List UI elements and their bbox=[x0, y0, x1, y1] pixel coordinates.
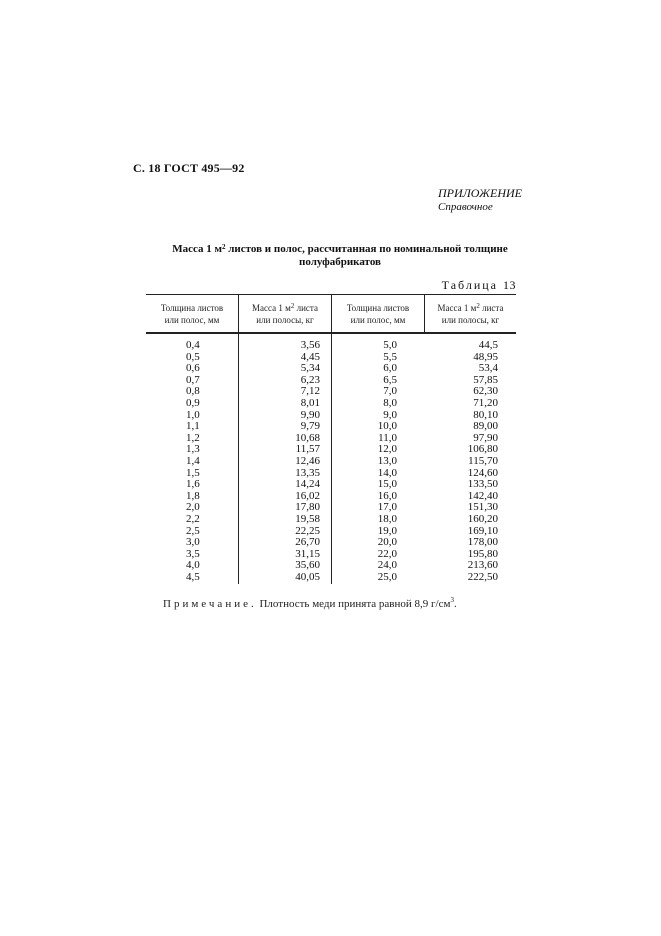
column-thickness-2 bbox=[369, 340, 397, 583]
note-end: . bbox=[453, 598, 457, 610]
thickness-cell: 0,4 bbox=[186, 339, 200, 351]
thickness-cell: 1,8 bbox=[186, 489, 200, 502]
thickness-cell: 7,0 bbox=[383, 385, 397, 398]
mass-cell: 89,00 bbox=[473, 420, 498, 433]
mass-cell: 44,5 bbox=[478, 339, 498, 351]
mass-cell: 8,01 bbox=[300, 396, 320, 409]
mass-cell: 169,10 bbox=[467, 524, 498, 537]
column-mass-1 bbox=[272, 340, 320, 583]
thickness-cell: 0,5 bbox=[186, 350, 200, 363]
thickness-cell: 1,0 bbox=[186, 408, 200, 421]
mass-cell: 9,79 bbox=[300, 420, 320, 433]
note-label: Примечание. bbox=[163, 598, 257, 610]
mass-cell: 17,80 bbox=[295, 501, 320, 514]
table-title-part-2: листов и полос, рассчитанная по номинальной толщине bbox=[225, 243, 508, 255]
thickness-cell: 19,0 bbox=[377, 524, 397, 537]
mass-cell: 133,50 bbox=[467, 478, 498, 491]
thickness-cell: 13,0 bbox=[377, 454, 397, 467]
thickness-cell: 0,6 bbox=[186, 362, 200, 375]
thickness-cell: 24,0 bbox=[377, 559, 397, 572]
mass-cell: 71,20 bbox=[473, 396, 498, 409]
thickness-cell: 15,0 bbox=[377, 478, 397, 491]
thickness-cell: 20,0 bbox=[377, 536, 397, 549]
header-thickness-2: Толщина листов или полос, мм bbox=[346, 303, 410, 325]
thickness-cell: 1,4 bbox=[186, 454, 200, 467]
thickness-cell: 1,5 bbox=[186, 466, 200, 479]
thickness-cell: 18,0 bbox=[377, 512, 397, 525]
header-thickness-1: Толщина листов или полос, мм bbox=[160, 303, 224, 325]
column-mass-2 bbox=[460, 340, 498, 583]
mass-cell: 7,12 bbox=[300, 385, 320, 398]
thickness-cell: 3,5 bbox=[186, 547, 200, 560]
thickness-cell: 5,5 bbox=[383, 350, 397, 363]
thickness-cell: 0,9 bbox=[186, 396, 200, 409]
column-divider-2 bbox=[331, 294, 332, 584]
data-table bbox=[146, 294, 516, 584]
thickness-cell: 2,0 bbox=[186, 501, 200, 514]
mass-cell: 40,05 bbox=[295, 570, 320, 583]
thickness-cell: 10,0 bbox=[377, 420, 397, 433]
table-number-label bbox=[420, 278, 516, 293]
thickness-cell: 2,2 bbox=[186, 512, 200, 525]
mass-cell: 4,45 bbox=[300, 350, 320, 363]
mass-cell: 57,85 bbox=[473, 373, 498, 386]
mass-cell: 195,80 bbox=[467, 547, 498, 560]
mass-cell: 160,20 bbox=[467, 512, 498, 525]
table-note bbox=[163, 598, 457, 610]
mass-cell: 35,60 bbox=[295, 559, 320, 572]
thickness-cell: 5,0 bbox=[383, 339, 397, 351]
appendix-reference-type: Справочное bbox=[438, 201, 493, 213]
mass-cell: 19,58 bbox=[295, 512, 320, 525]
thickness-cell: 12,0 bbox=[377, 443, 397, 456]
mass-cell: 10,68 bbox=[295, 431, 320, 444]
note-text: Плотность меди принята равной 8,9 г/см bbox=[259, 598, 451, 610]
mass-cell: 151,30 bbox=[467, 501, 498, 514]
mass-cell: 16,02 bbox=[295, 489, 320, 502]
mass-cell: 80,10 bbox=[473, 408, 498, 421]
thickness-cell: 11,0 bbox=[378, 431, 397, 444]
mass-cell: 22,25 bbox=[295, 524, 320, 537]
mass-cell: 106,80 bbox=[467, 443, 498, 456]
mass-cell: 48,95 bbox=[473, 350, 498, 363]
mass-cell: 213,60 bbox=[467, 559, 498, 572]
thickness-cell: 1,2 bbox=[186, 431, 200, 444]
header-mass-2: Масса 1 $м^2$ листа или полосы, кг bbox=[437, 302, 504, 325]
thickness-cell: 6,0 bbox=[383, 362, 397, 375]
mass-cell: 124,60 bbox=[467, 466, 498, 479]
mass-cell: 9,90 bbox=[300, 408, 320, 421]
appendix-block bbox=[438, 186, 522, 214]
mass-cell: 178,00 bbox=[467, 536, 498, 549]
mass-cell: 11,57 bbox=[295, 443, 320, 456]
table-title bbox=[150, 243, 530, 269]
mass-cell: 31,15 bbox=[295, 547, 320, 560]
thickness-cell: 1,6 bbox=[186, 478, 200, 491]
note-superscript: 3 bbox=[450, 596, 454, 604]
mass-cell: 142,40 bbox=[467, 489, 498, 502]
table-number: 13 bbox=[503, 278, 516, 292]
table-title-superscript: 2 bbox=[221, 243, 226, 251]
thickness-cell: 6,5 bbox=[383, 373, 397, 386]
table-title-part-1: Масса 1 м bbox=[172, 243, 222, 255]
mass-cell: 6,23 bbox=[300, 373, 320, 386]
thickness-cell: 16,0 bbox=[377, 489, 397, 502]
column-thickness-1 bbox=[186, 340, 200, 583]
mass-cell: 12,46 bbox=[295, 454, 320, 467]
mass-cell: 5,34 bbox=[300, 362, 320, 375]
thickness-cell: 22,0 bbox=[377, 547, 397, 560]
thickness-cell: 2,5 bbox=[186, 524, 200, 537]
table-label: Таблица bbox=[441, 278, 498, 292]
thickness-cell: 9,0 bbox=[383, 408, 397, 421]
appendix-title: ПРИЛОЖЕНИЕ bbox=[438, 186, 522, 200]
thickness-cell: 4,0 bbox=[186, 559, 200, 572]
mass-cell: 13,35 bbox=[295, 466, 320, 479]
mass-cell: 3,56 bbox=[300, 339, 320, 351]
mass-cell: 222,50 bbox=[467, 570, 498, 583]
mass-cell: 14,24 bbox=[295, 478, 320, 491]
header-mass-1: Масса 1 $м^2$ листа или полосы, кг bbox=[252, 302, 318, 325]
thickness-cell: 25,0 bbox=[377, 570, 397, 583]
thickness-cell: 14,0 bbox=[377, 466, 397, 479]
mass-cell: 115,70 bbox=[468, 454, 498, 467]
column-divider-1 bbox=[238, 294, 239, 584]
table-title-line-1 bbox=[150, 243, 530, 256]
mass-cell: 53,4 bbox=[478, 362, 498, 375]
table-title-line-2: полуфабрикатов bbox=[299, 256, 381, 268]
thickness-cell: 1,1 bbox=[186, 420, 200, 433]
page-header: С. 18 ГОСТ 495—92 bbox=[133, 161, 245, 175]
thickness-cell: 3,0 bbox=[186, 536, 200, 549]
thickness-cell: 8,0 bbox=[383, 396, 397, 409]
mass-cell: 97,90 bbox=[473, 431, 498, 444]
mass-cell: 62,30 bbox=[473, 385, 498, 398]
mass-cell: 26,70 bbox=[295, 536, 320, 549]
thickness-cell: 1,3 bbox=[186, 443, 200, 456]
thickness-cell: 0,7 bbox=[186, 373, 200, 386]
thickness-cell: 0,8 bbox=[186, 385, 200, 398]
thickness-cell: 17,0 bbox=[377, 501, 397, 514]
thickness-cell: 4,5 bbox=[186, 570, 200, 583]
